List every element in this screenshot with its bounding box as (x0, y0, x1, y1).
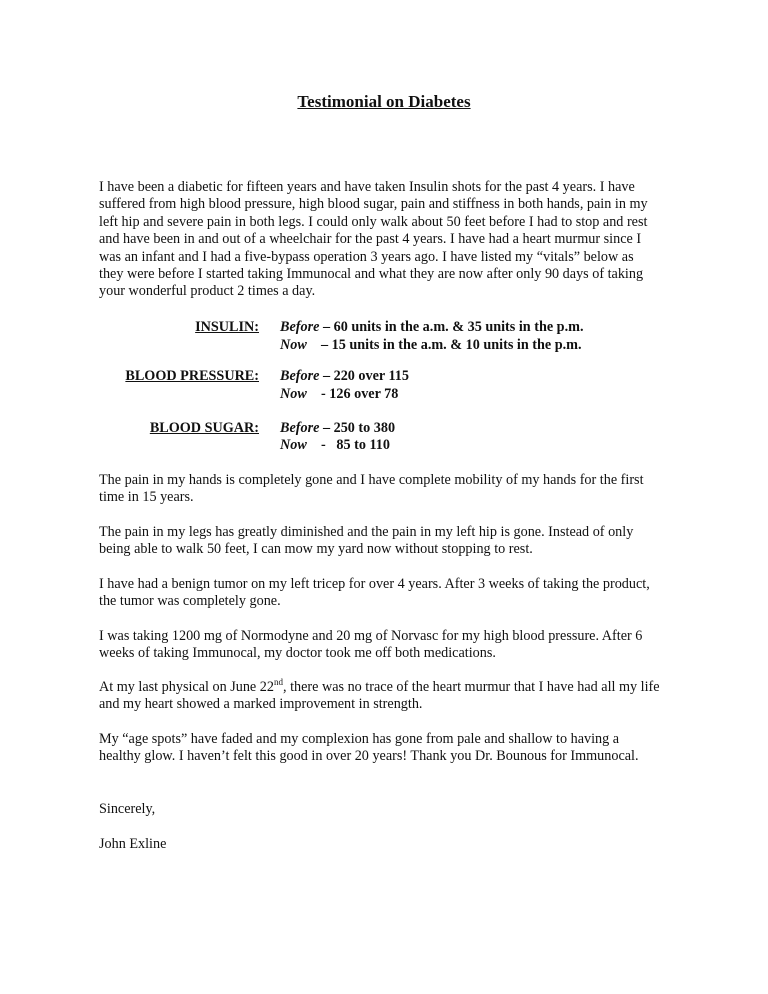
insulin-before-value: – 60 units in the a.m. & 35 units in the p.m. (319, 319, 584, 335)
closing-salutation: Sincerely, (99, 801, 156, 817)
blood-sugar-before-line (280, 420, 395, 437)
hands-paragraph: The pain in my hands is completely gone and I have complete mobility of my hands for the first time in 15 years. (99, 472, 644, 506)
blood-sugar-now-line (280, 437, 390, 454)
physical-paragraph (99, 679, 661, 714)
blood-sugar-before-value: – 250 to 380 (319, 420, 396, 436)
medications-paragraph: I was taking 1200 mg of Normodyne and 20 mg of Norvasc for my high blood pressure. After 6 weeks of taking Immunocal, my doctor took me off both medications. (99, 628, 643, 662)
tumor-paragraph: I have had a benign tumor on my left tricep for over 4 years. After 3 weeks of taking the product, the tumor was completely gone. (99, 576, 650, 610)
insulin-now-line (280, 337, 582, 354)
physical-text-start: At my last physical on June 22 (99, 679, 274, 695)
blood-pressure-now-value: - 126 over 78 (306, 386, 399, 402)
blood-sugar-now-value: - 85 to 110 (306, 437, 390, 453)
physical-text-end: , there was no trace of the heart murmur that I have had all my life and my heart showed a marked improvement in strength. (99, 679, 660, 713)
blood-sugar-now-word: Now (280, 437, 307, 453)
document-title: Testimonial on Diabetes (297, 92, 471, 111)
blood-pressure-now-word: Now (280, 386, 307, 402)
blood-sugar-before-word: Before (280, 420, 320, 436)
date-ordinal-suffix: nd (273, 677, 283, 687)
blood-pressure-label: BLOOD PRESSURE: (125, 368, 259, 384)
blood-pressure-before-line (280, 368, 409, 385)
blood-pressure-before-value: – 220 over 115 (319, 368, 409, 384)
insulin-before-line (280, 319, 584, 336)
intro-paragraph: I have been a diabetic for fifteen years and have taken Insulin shots for the past 4 years. I have suffered from high blood pressure, high blood sugar, pain and stiffness in both hands, pain in my left hip and severe pain in both legs. I could only walk about 50 feet before I had to stop and rest and have been in and out of a wheelchair for the past 4 years. I have had a heart murmur since I was an infant and I had a five-bypass operation 3 years ago. I have listed my “vitals” below as they were before I started taking Immunocal and what they are now after only 90 days of taking your wonderful product 2 times a day. (99, 179, 648, 300)
insulin-label: INSULIN: (195, 319, 259, 335)
age-spots-paragraph: My “age spots” have faded and my complexion has gone from pale and shallow to having a healthy glow. I haven’t felt this good in over 20 years! Thank you Dr. Bounous for Immunocal. (99, 731, 639, 765)
insulin-now-value: – 15 units in the a.m. & 10 units in the p.m. (306, 337, 582, 353)
blood-sugar-label: BLOOD SUGAR: (149, 420, 259, 436)
legs-paragraph: The pain in my legs has greatly diminished and the pain in my left hip is gone. Instead of only being able to walk 50 feet, I can mow my yard now without stopping to rest. (99, 524, 634, 558)
blood-pressure-now-line (280, 386, 398, 403)
insulin-before-word: Before (280, 319, 320, 335)
signature-name: John Exline (99, 836, 167, 852)
insulin-now-word: Now (280, 337, 307, 353)
blood-pressure-before-word: Before (280, 368, 320, 384)
